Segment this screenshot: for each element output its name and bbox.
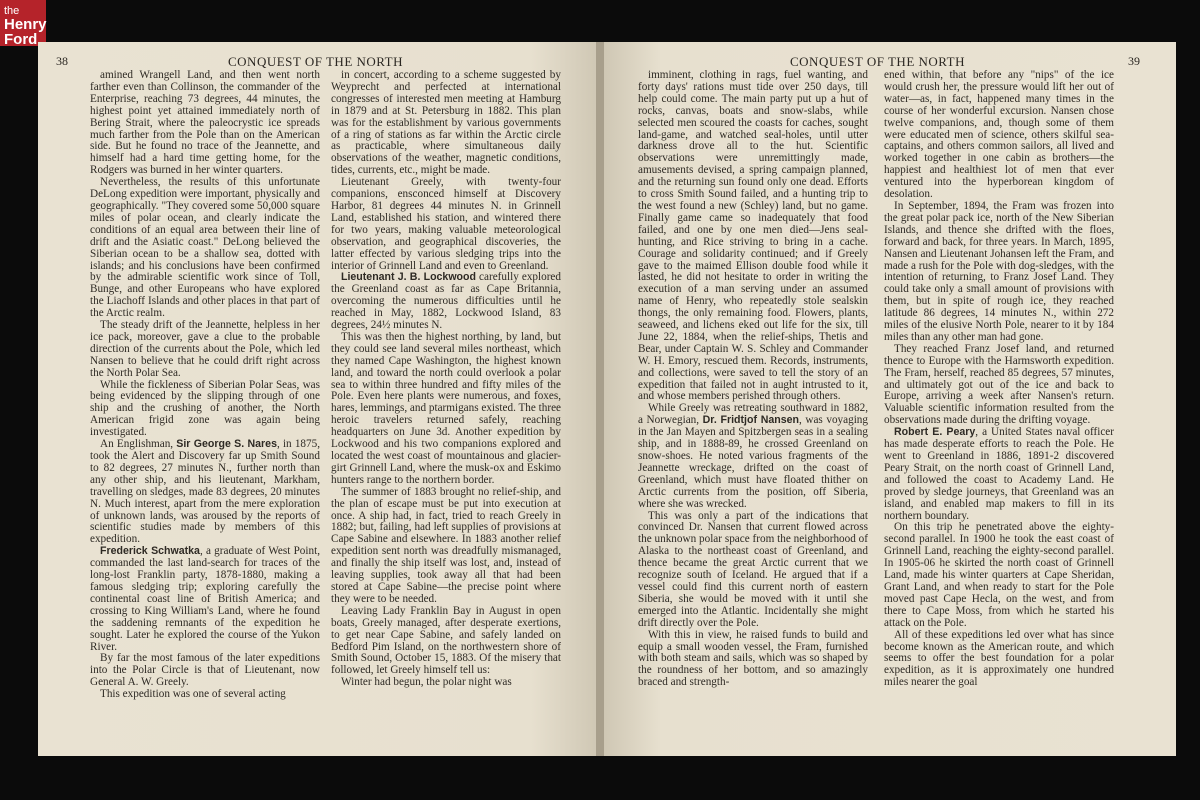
paragraph <box>884 630 1114 690</box>
paragraph <box>331 177 561 272</box>
paragraph <box>331 606 561 677</box>
paragraph-text: , a graduate of West Point, commanded the last land-search for traces of the long-lost Franklin party, 1878-1880, making a famous sledging trip; exploring carefully the continental coast line of British America; and crossing to King William's Land, where he found the saddening remnants of the expedition he sought. Later he explored the course of the Yukon River. <box>90 545 320 653</box>
paragraph-text: in concert, according to a scheme suggested by Weyprecht and perfected at international congresses of interested men meeting at Hamburg in 1879 and at St. Petersburg in 1882. This plan was for the establishment by various governments of a ring of stations as far within the Arctic circle as practicable, where simultaneous daily observations of the weather, magnetic conditions, tides, currents, etc., might be made. <box>331 70 561 177</box>
paragraph-text: amined Wrangell Land, and then went north farther even than Collinson, the commander of the Enterprise, reaching 73 degrees, 44 minutes, the highest point yet attained immediately north of Bering Strait, where the paleocrystic ice spreads much farther from the Pole than on the American side. But he found no trace of the Jeannette, and himself had a hard time getting home, for the Rodgers was burned in her winter quarters. <box>90 70 320 177</box>
paragraph-text: imminent, clothing in rags, fuel wanting, and forty days' rations must tide over 250 days, till help could come. The main party put up a hut of rocks, canvas, boats and snow-slabs, while selected men scoured the coasts for caches, sought land-game, and watched seal-holes, until utter darkness drove all to the hut. Scientific observations were unremittingly made, amusements devised, a spring campaign planned, and the returning sun found only one dead. Efforts to cross Smith Sound failed, and a hunting trip to the west found a new (Schley) land, but no game. Finally game came so inadequately that food failed, and one by one men died—Jens seal-hunting, and Rice striving to bring in a cache. Courage and solidarity continued; and if Greely gave to the maimed Ellison double food while it lasted, he did not hesitate to order in writing the execution of a man serving under an assumed name of Henry, who repeatedly stole sealskin thongs, the only remaining food. Flowers, plants, seaweed, and lichens eked out life for the six, till June 22, 1884, when the relief-ships, Thetis and Bear, under Captain W. S. Schley and Commander W. H. Emory, rescued them. Records, instruments, and collections, were saved to tell the story of an expedition that failed not in aught intrusted to it, and whose members perished through others. <box>638 70 868 403</box>
paragraph-text: Nevertheless, the results of this unfortunate DeLong expedition were important, physically and geographically. "They covered some 50,000 square miles of polar ocean, and clearly indicate the conditions of an equal area between their line of drift and the Asiatic coast." DeLong believed the Siberian ocean to be a shallow sea, dotted with islands; and his conclusions have been confirmed by the admirable scientific work since of Toll, Bunge, and other Europeans who have explored the Liachoff Islands and other places in that part of the Arctic realm. <box>90 176 320 320</box>
book-spread <box>38 42 1176 756</box>
paragraph-text: In September, 1894, the Fram was frozen into the great polar pack ice, north of the New Siberian Islands, and thence she drifted with the floes, forward and back, for three years. In March, 1895, Nansen and Lieutenant Johansen left the Fram, and made a rush for the Pole with dog-sledges, with the intention of returning, to Franz Josef Land. They could take only a small amount of provisions with them, but in spite of rough ice, they reached latitude 86 degrees, 14 minutes N., within 272 miles of the elusive North Pole, nearer to it by 184 miles than any other man had gone. <box>884 199 1114 343</box>
paragraph-text: , was voyaging in the Jan Mayen and Spitzbergen seas in a sealing ship, and in 1888-89, he crossed Greenland on snow-shoes. He noted various fragments of the Jeannette wreckage, drifted on the coast of Greenland, which must have floated thither on Arctic currents from the position, off Siberia, where she was wrecked. <box>638 414 868 510</box>
paragraph <box>884 427 1114 522</box>
paragraph-text: , in 1875, took the Alert and Discovery far up Smith Sound to 82 degrees, 27 minutes N., further north than any other ship, and his lieutenant, Markham, travelling on sledges, made 83 degrees, 20 minutes N. Much interest, apart from the mere exploration of unknown lands, was aroused by the reports of scientific studies made by members of this expedition. <box>90 438 320 546</box>
paragraph-text: carefully explored the Greenland coast as far as Cape Britannia, overcoming the numerous difficulties until he reached in May, 1882, Lockwood Island, 83 degrees, 24½ minutes N. <box>331 271 561 332</box>
right-page-column-1 <box>638 70 868 748</box>
right-page <box>604 42 1176 756</box>
paragraph-text: The steady drift of the Jeannette, helpless in her ice pack, moreover, gave a clue to the probable direction of the currents about the Pole, which led Nansen to believe that he could drift right across the North Polar Sea. <box>90 319 320 379</box>
left-page-column-1 <box>90 70 320 748</box>
paragraph-text: By far the most famous of the later expeditions into the Polar Circle is that of Lieutenant, now General A. W. Greely. <box>90 652 320 689</box>
paragraph <box>638 630 868 690</box>
paragraph-text: , a United States naval officer has made desperate efforts to reach the Pole. He went to Greenland in 1886, 1891-2 discovered Peary Strait, on the north coast of Grinnell Land, and followed the coast to Academy Land. He proved by sledge journeys, that Greenland was an island, and enabled map makers to fill in its northern boundary. <box>884 426 1114 522</box>
paragraph-lead-text: While Greely was retreating southward in 1882, a Norwegian, <box>638 402 868 427</box>
paragraph <box>884 344 1114 427</box>
paragraph <box>884 522 1114 629</box>
paragraph-text: All of these expeditions led over what has since become known as the American route, and which seems to offer the best foundation for a polar expedition, as it is approximately one hundred miles nearer the goal <box>884 628 1114 689</box>
henry-ford-logo: the Henry Ford <box>0 0 46 46</box>
paragraph <box>638 511 868 630</box>
bold-name: Robert E. Peary <box>894 426 976 439</box>
paragraph-text: With this in view, he raised funds to build and equip a small wooden vessel, the Fram, furnished with both steam and sails, which was so shaped by the roundness of her bottom, and so amazingly braced and strength- <box>638 628 868 689</box>
paragraph <box>90 689 320 701</box>
bold-name: Dr. Fridtjof Nansen <box>702 414 799 427</box>
paragraph <box>331 487 561 606</box>
paragraph <box>884 70 1114 201</box>
paragraph-text: ened within, that before any "nips" of the ice would crush her, the pressure would lift her out of water—as, in fact, happened many times in the course of her wonderful excursion. Nansen chose twelve companions, and, though some of them were educated men of science, others skilful sea-captains, and others common sailors, all lived and worked together in one cabin as brothers—the happiest and healthiest lot of men that ever ventured into the hyperborean kingdom of desolation. <box>884 70 1114 201</box>
page-number-right: 39 <box>1128 54 1140 68</box>
paragraph <box>331 677 561 689</box>
paragraph-text: On this trip he penetrated above the eighty-second parallel. In 1900 he took the east coast of Grinnell Land, reaching the eighty-second parallel. In 1905-06 he skirted the north coast of Grinnell Land, made his winter quarters at Cape Sheridan, Grant Land, and when ready to start for the Pole moved past Cape Hecla, on the west, and from there to Cape Moss, from which he started his attack on the Pole. <box>884 521 1114 629</box>
paragraph <box>90 380 320 440</box>
left-page-column-2 <box>331 70 561 748</box>
paragraph-text: The summer of 1883 brought no relief-ship, and the plan of escape must be put into execution at once. A ship had, in fact, tried to reach Greely in 1882; but, failing, had left supplies of provisions at Cape Sabine and elsewhere. In 1883 another relief expedition sent north was dreadfully mismanaged, and finally the ship itself was lost, and, instead of leaving supplies, took away all that had been stored at Cape Sabine—the precise point where they were to be needed. <box>331 485 561 605</box>
paragraph-text: This was then the highest northing, by land, but they could see land several miles northeast, which they named Cape Washington, the highest known land, and toward the north could overlook a polar sea to within three hundred and fifty miles of the Pole. Even here plants were numerous, and foxes, hares, lemmings, and ptarmigans existed. The three heroic travelers returned safely, reaching headquarters on June 3d. Another expedition by Lockwood and his two companions explored and located the west coast of mountainous and glacier-girt Grinnell Land, where the musk-ox and Eskimo hunters range to the northern border. <box>331 330 561 486</box>
paragraph <box>90 653 320 689</box>
paragraph <box>90 320 320 380</box>
paragraph-text: This expedition was one of several acting <box>100 688 286 701</box>
bold-name: Sir George S. Nares <box>176 438 277 451</box>
paragraph <box>884 201 1114 344</box>
paragraph <box>638 403 868 510</box>
paragraph <box>331 272 561 332</box>
paragraph-text: Lieutenant Greely, with twenty-four companions, ensconced himself at Discovery Harbor, 81 degrees 44 minutes N. in Grinnell Land, established his station, and wintered there for two years, making valuable meteorological observation, and geographical discoveries, the latter effected by various sledging trips into the interior of Grinnell Land and even to Greenland. <box>331 176 561 272</box>
bold-name: Lieutenant J. B. Lockwood <box>341 271 476 284</box>
running-head-left: CONQUEST OF THE NORTH <box>228 54 403 69</box>
bold-name: Frederick Schwatka <box>100 545 200 558</box>
paragraph-text: Leaving Lady Franklin Bay in August in open boats, Greely managed, after desperate exertions, to get near Cape Sabine, and safely landed on Bedford Pim Island, on the northwestern shore of Smith Sound, October 15, 1883. Of the misery that followed, let Greely himself tell us: <box>331 604 561 677</box>
paragraph <box>90 70 320 177</box>
paragraph <box>90 439 320 546</box>
paragraph <box>638 70 868 403</box>
paragraph <box>331 70 561 177</box>
paragraph-text: Winter had begun, the polar night was <box>341 676 512 689</box>
left-page <box>38 42 598 756</box>
paragraph-text: While the fickleness of Siberian Polar Seas, was being evidenced by the slipping through of one ship and the crushing of another, the North American frigid zone was again being investigated. <box>90 378 320 439</box>
paragraph <box>90 546 320 653</box>
paragraph-text: This was only a part of the indications that convinced Dr. Nansen that current flowed across the unknown polar space from the neighborhood of Alaska to the northeast coast of Greenland, and thence became the great Arctic current that we recognize south of Iceland. He argued that if a vessel could find this current north of eastern Siberia, she would be moved with it until she emerged into the Atlantic. Incidentally she might drift directly over the Pole. <box>638 509 868 629</box>
running-head-right: CONQUEST OF THE NORTH <box>790 54 965 69</box>
page-number-left: 38 <box>56 54 68 68</box>
paragraph <box>331 332 561 487</box>
paragraph-lead-text: An Englishman, <box>100 438 177 451</box>
paragraph <box>90 177 320 320</box>
right-page-column-2 <box>884 70 1114 748</box>
paragraph-text: They reached Franz Josef land, and returned thence to Europe with the Harmsworth expedition. The Fram, herself, reached 85 degrees, 57 minutes, and ultimately got out of the ice and back to Europe, arriving a week after Nansen's return. Valuable scientific information resulted from the observations made during the drifting voyage. <box>884 342 1114 427</box>
